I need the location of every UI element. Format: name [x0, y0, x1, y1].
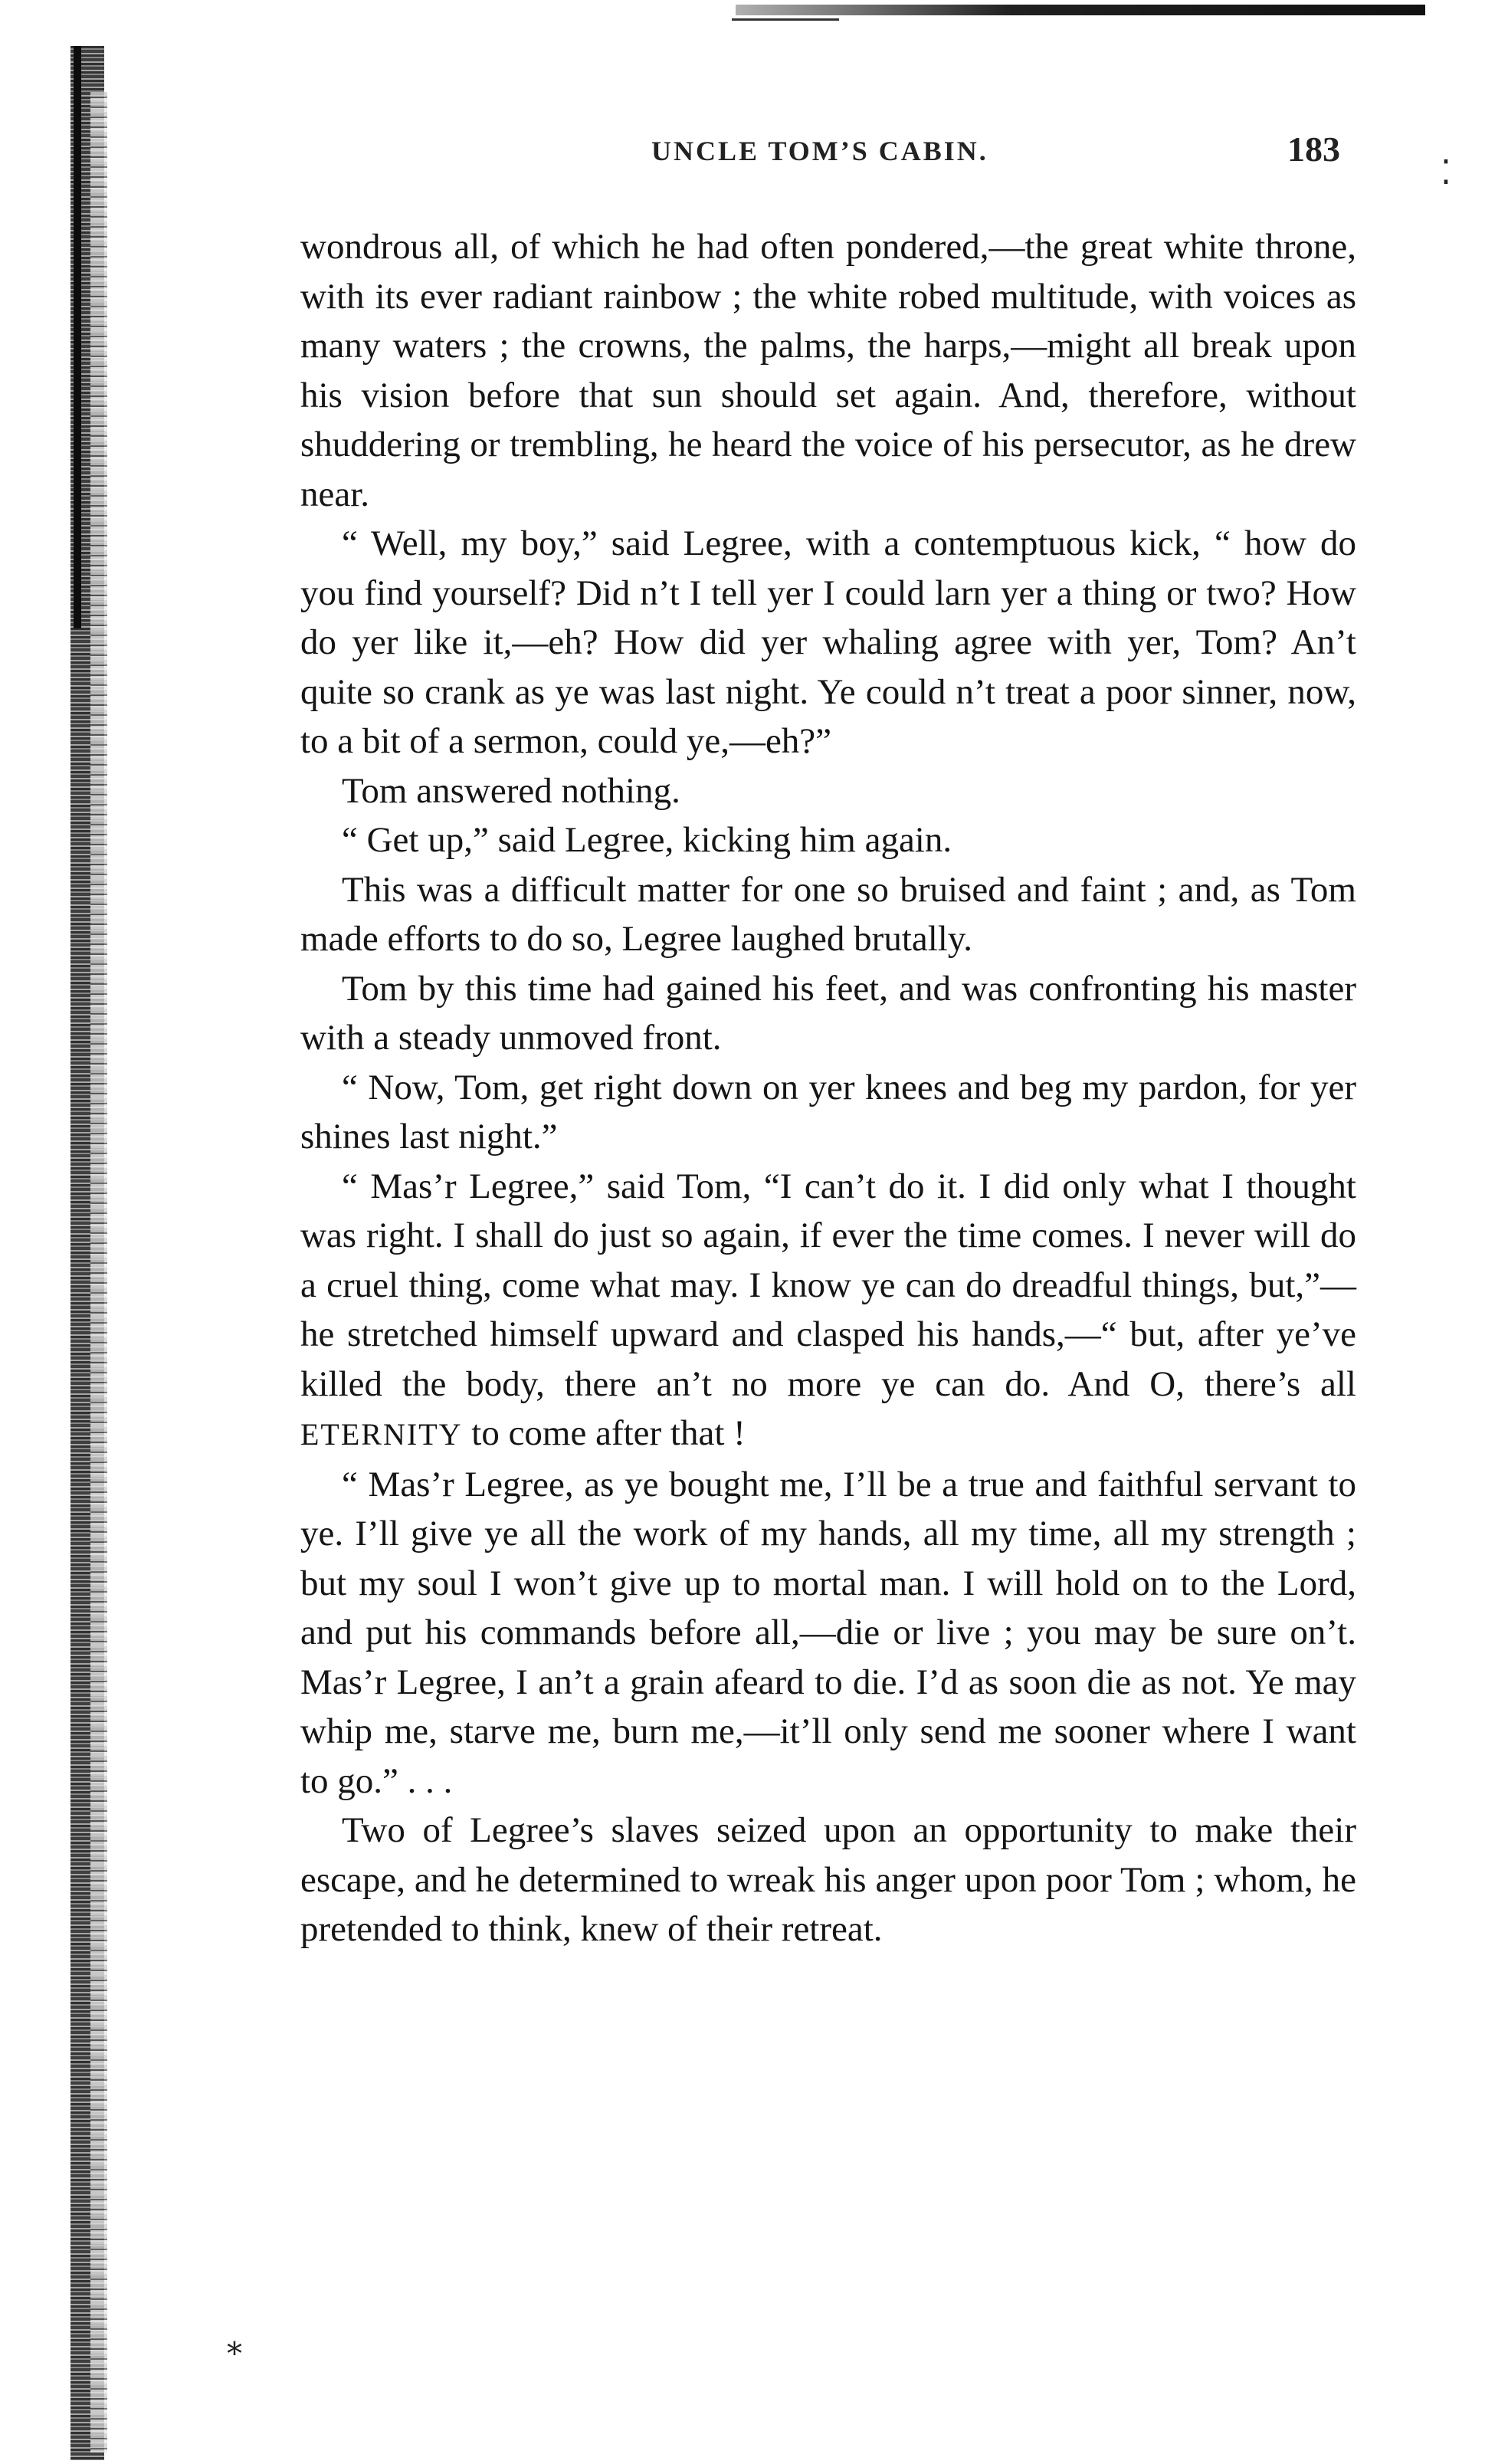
paragraph: “ Well, my boy,” said Legree, with a contemptuous kick, “ how do you find yourself? Did n’t I tell yer I could larn yer a thing or two? How do yer like it,—eh? How did yer whaling agree with yer, Tom? An’t quite so crank as ye was last night. Ye could n’t treat a poor sinner, now, to a bit of a sermon, could ye,—eh?” [300, 523, 1356, 761]
paragraph: This was a difficult matter for one so bruised and faint ; and, as Tom made efforts to do so, Legree laughed brutally. [300, 869, 1356, 959]
binding-edge-shadow [90, 92, 107, 2453]
paragraph: “ Mas’r Legree, as ye bought me, I’ll be a true and faithful servant to ye. I’ll give ye all the work of my hands, all my time, all my strength ; but my soul I won’t give up to mortal man. I will hold on to the Lord, and put his commands before all,—die or live ; you may be sure on’t. Mas’r Legree, I an’t a grain afeard to die. I’d as soon die as not. Ye may whip me, starve me, burn me,—it’ll only send me sooner where I want to go.” . . . [300, 1464, 1356, 1801]
paragraph: “ Now, Tom, get right down on yer knees and beg my pardon, for yer shines last night.” [300, 1067, 1356, 1157]
paragraph-text: “ Mas’r Legree,” said Tom, “I can’t do it. I did only what I thought was right. I shall do just so again, if ever the time comes. I never will do a cruel thing, come what may. I know ye can do dreadful things, but,”—he stretched himself upward and clasped his hands,—“ but, after ye’ve killed the body, there an’t no more ye can do. And O, there’s all [300, 1166, 1356, 1404]
margin-dot-mark: ⁚ [1441, 154, 1451, 192]
paragraph: wondrous all, of which he had often pondered,—the great white throne, with its ever radiant rainbow ; the white robed multitude, with voices as many waters ; the crowns, the palms, the harps,—might all break upon his vision before that sun should set again. And, therefore, without shuddering or trembling, he heard the voice of his persecutor, as he drew near. [300, 227, 1356, 514]
top-rule-thin [732, 18, 839, 21]
paragraph: “ Get up,” said Legree, kicking him again. [342, 820, 952, 860]
stray-mark: ⁎ [227, 2327, 242, 2361]
eternity-small-caps: ETERNITY [300, 1417, 463, 1452]
top-rule [736, 5, 1425, 15]
binding-dark-strip [74, 46, 81, 628]
paragraph: Two of Legree’s slaves seized upon an opportunity to make their escape, and he determined to wreak his anger upon poor Tom ; whom, he pretended to think, knew of their retreat. [300, 1810, 1356, 1949]
paragraph: Tom by this time had gained his feet, and was confronting his master with a steady unmoved front. [300, 968, 1356, 1058]
paragraph [300, 1162, 1356, 1460]
paragraph: Tom answered nothing. [342, 770, 680, 811]
running-head-title: UNCLE TOM’S CABIN. [651, 136, 988, 166]
body-text [300, 222, 1356, 1954]
page-number: 183 [1287, 130, 1340, 169]
paragraph-tail: to come after that ! [462, 1413, 746, 1453]
